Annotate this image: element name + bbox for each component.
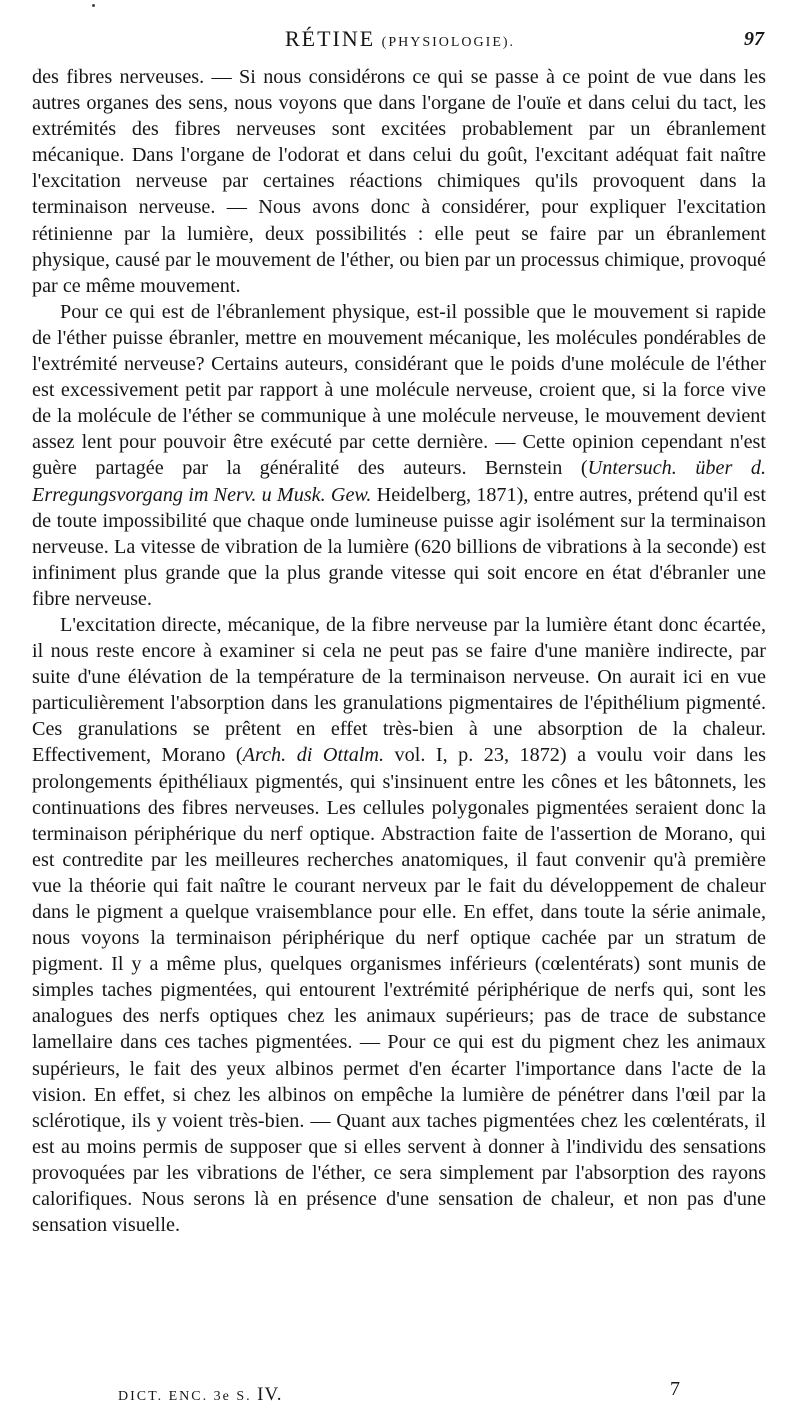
paragraph: [32, 612, 766, 1238]
sheet-number: 7: [670, 1378, 680, 1400]
paragraph: [32, 64, 766, 299]
printer-signature: [118, 1384, 282, 1406]
running-title-main: RÉTINE: [284, 26, 376, 51]
signature-volume: IV.: [257, 1384, 283, 1405]
citation-title: Untersuch. über d. Erregungsvorgang im Nerv. u Musk. Gew.: [32, 457, 766, 506]
running-header: [30, 26, 770, 60]
paragraph: [32, 299, 766, 612]
page-footer: [30, 1378, 770, 1408]
signature-abbrev: DICT. ENC. 3e S.: [118, 1389, 252, 1404]
text-run: des fibres nerveuses. — Si nous considérons ce qui se passe à ce point de vue dans les autres organes des sens, nous voyons que dans l'organe de l'ouïe et dans celui du tact, les extrémités des fibres nerveuses sont excitées probablement par un ébranlement mécanique. Dans l'organe de l'odorat et dans celui du goût, l'excitant adéquat fait naître l'excitation nerveuse par certaines réactions chimiques qu'ils provoquent dans la terminaison nerveuse. — Nous avons donc à considérer, pour expliquer l'excitation rétinienne par la lumière, deux possibilités : elle peut se faire par un ébranlement physique, causé par le mouvement de l'éther, ou bien par un processus chimique, provoqué par ce même mouvement.: [32, 66, 766, 297]
citation-title: Arch. di Ottalm.: [242, 744, 385, 767]
text-run: L'excitation directe, mécanique, de la fibre nerveuse par la lumière étant donc écartée, il nous reste encore à examiner si cela ne peut pas se faire d'une manière indirecte, par suite d'une élévation de la température de la terminaison nerveuse. On aurait ici en vue particulièrement l'absorption dans les granulations pigmentaires de l'épithélium pigmenté. Ces granulations se prêtent en effet très-bien à une absorption de la chaleur. Effectivement, Morano (: [32, 613, 766, 767]
print-speck: [92, 4, 95, 7]
running-title: [30, 26, 770, 52]
text-run: vol. I, p. 23, 1872) a voulu voir dans les prolongements épithéliaux pigmentés, qui s'insinuent entre les cônes et les bâtonnets, les continuations des fibres nerveuses. Les cellules polygonales pigmentées seraient donc la terminaison périphérique du nerf optique. Abstraction faite de l'assertion de Morano, qui est contredite par les meilleures recherches anatomiques, il faut convenir qu'à première vue la théorie qui fait naître le courant nerveux par le fait du développement de chaleur dans le pigment a quelque vraisemblance pour elle. En effet, dans toute la série animale, nous voyons la terminaison périphérique du nerf optique cachée par un stratum de pigment. Il y a même plus, quelques organismes inférieurs (cœlentérats) sont munis de simples taches pigmentées, qui entourent l'extrémité périphérique de nerfs qui, sont les analogues des nerfs optiques chez les animaux supérieurs; pas de trace de substance lamellaire dans ces taches pigmentées. — Pour ce qui est du pigment chez les animaux supérieurs, le fait des yeux albinos permet d'en écarter l'importance dans l'acte de la vision. En effet, si chez les albinos on empêche la lumière de pénétrer dans l'œil par la sclérotique, ils y voient très-bien. — Quant aux taches pigmentées chez les cœlentérats, il est au moins permis de supposer que si elles servent à donner à l'individu des sensations provoquées par les vibrations de l'éther, ce sera simplement par l'absorption des rayons calorifiques. Nous serons là en présence d'une sensation de chaleur, et non pas d'une sensation visuelle.: [32, 744, 766, 1237]
body-text: [32, 64, 766, 1238]
text-run: Heidelberg, 1871), entre autres, prétend qu'il est de toute impossibilité que chaque onde lumineuse puisse agir isolément sur la terminaison nerveuse. La vitesse de vibration de la lumière (620 billions de vibrations à la seconde) est infiniment plus grande que la plus grande vitesse qui soit encore en état d'ébranler une fibre nerveuse.: [32, 483, 766, 610]
running-title-subtitle: (PHYSIOLOGIE).: [381, 35, 516, 50]
page-number: 97: [744, 28, 764, 50]
text-run: Pour ce qui est de l'ébranlement physique, est-il possible que le mouvement si rapide de l'éther puisse ébranler, mettre en mouvement mécanique, les molécules pondérables de l'extrémité nerveuse? Certains auteurs, considérant que le poids d'une molécule de l'éther est excessivement petit par rapport à une molécule nerveuse, croient que, si la force vive de la molécule de l'éther se communique à une molécule nerveuse, le mouvement devient assez lent pour pouvoir être exécuté par cette dernière. — Cette opinion cependant n'est guère partagée par la généralité des auteurs. Bernstein (: [32, 300, 766, 480]
